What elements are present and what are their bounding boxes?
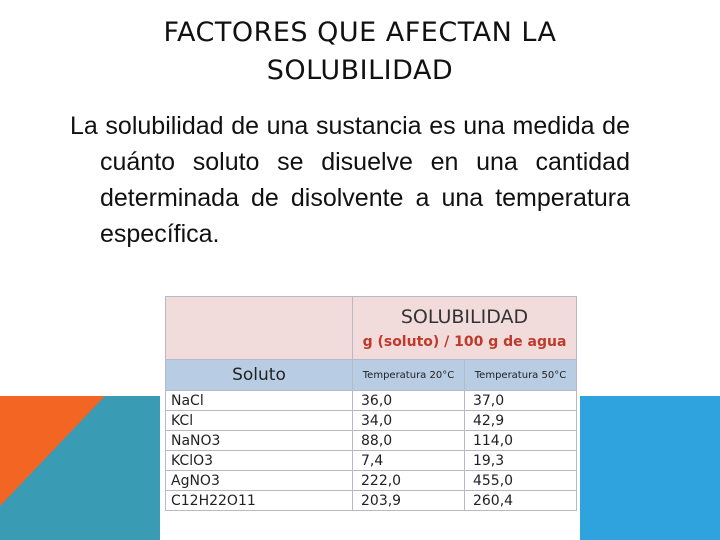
value-20-cell: 36,0 bbox=[353, 391, 465, 411]
table-row bbox=[166, 411, 577, 431]
slide-paragraph: La solubilidad de una sustancia es una medida de cuánto soluto se disuelve en una cantidad determinada de disolvente a una temperatura específica. bbox=[70, 112, 630, 248]
slide-title-line2: SOLUBILIDAD bbox=[266, 55, 454, 86]
value-20-cell: 88,0 bbox=[353, 431, 465, 451]
table-column-header-row bbox=[166, 360, 577, 391]
table-header-blank bbox=[166, 297, 353, 360]
value-50-cell: 260,4 bbox=[464, 491, 576, 511]
solubility-table bbox=[165, 296, 577, 511]
table-header-title-cell bbox=[353, 297, 577, 360]
decorative-corner-left bbox=[0, 396, 160, 540]
solute-cell: C12H22O11 bbox=[166, 491, 353, 511]
value-50-cell: 37,0 bbox=[464, 391, 576, 411]
value-50-cell: 114,0 bbox=[464, 431, 576, 451]
solute-cell: KCl bbox=[166, 411, 353, 431]
col-header-temp-20: Temperatura 20°C bbox=[353, 360, 465, 391]
decorative-corner-right bbox=[580, 396, 720, 540]
solute-cell: NaNO3 bbox=[166, 431, 353, 451]
table-row bbox=[166, 451, 577, 471]
value-20-cell: 203,9 bbox=[353, 491, 465, 511]
table-header-title: SOLUBILIDAD bbox=[400, 306, 529, 328]
slide-title bbox=[100, 14, 620, 90]
solute-cell: NaCl bbox=[166, 391, 353, 411]
value-20-cell: 7,4 bbox=[353, 451, 465, 471]
value-50-cell: 42,9 bbox=[464, 411, 576, 431]
table-header-row bbox=[166, 297, 577, 360]
table-row bbox=[166, 491, 577, 511]
solute-cell: AgNO3 bbox=[166, 471, 353, 491]
value-50-cell: 455,0 bbox=[464, 471, 576, 491]
table-row bbox=[166, 471, 577, 491]
table-row bbox=[166, 431, 577, 451]
table-header-subtitle: g (soluto) / 100 g de agua bbox=[362, 334, 567, 350]
col-header-temp-50: Temperatura 50°C bbox=[464, 360, 576, 391]
slide-title-line1: FACTORES QUE AFECTAN LA bbox=[163, 17, 557, 48]
value-20-cell: 34,0 bbox=[353, 411, 465, 431]
value-20-cell: 222,0 bbox=[353, 471, 465, 491]
table-row bbox=[166, 391, 577, 411]
solute-cell: KClO3 bbox=[166, 451, 353, 471]
value-50-cell: 19,3 bbox=[464, 451, 576, 471]
col-header-solute: Soluto bbox=[166, 360, 353, 391]
